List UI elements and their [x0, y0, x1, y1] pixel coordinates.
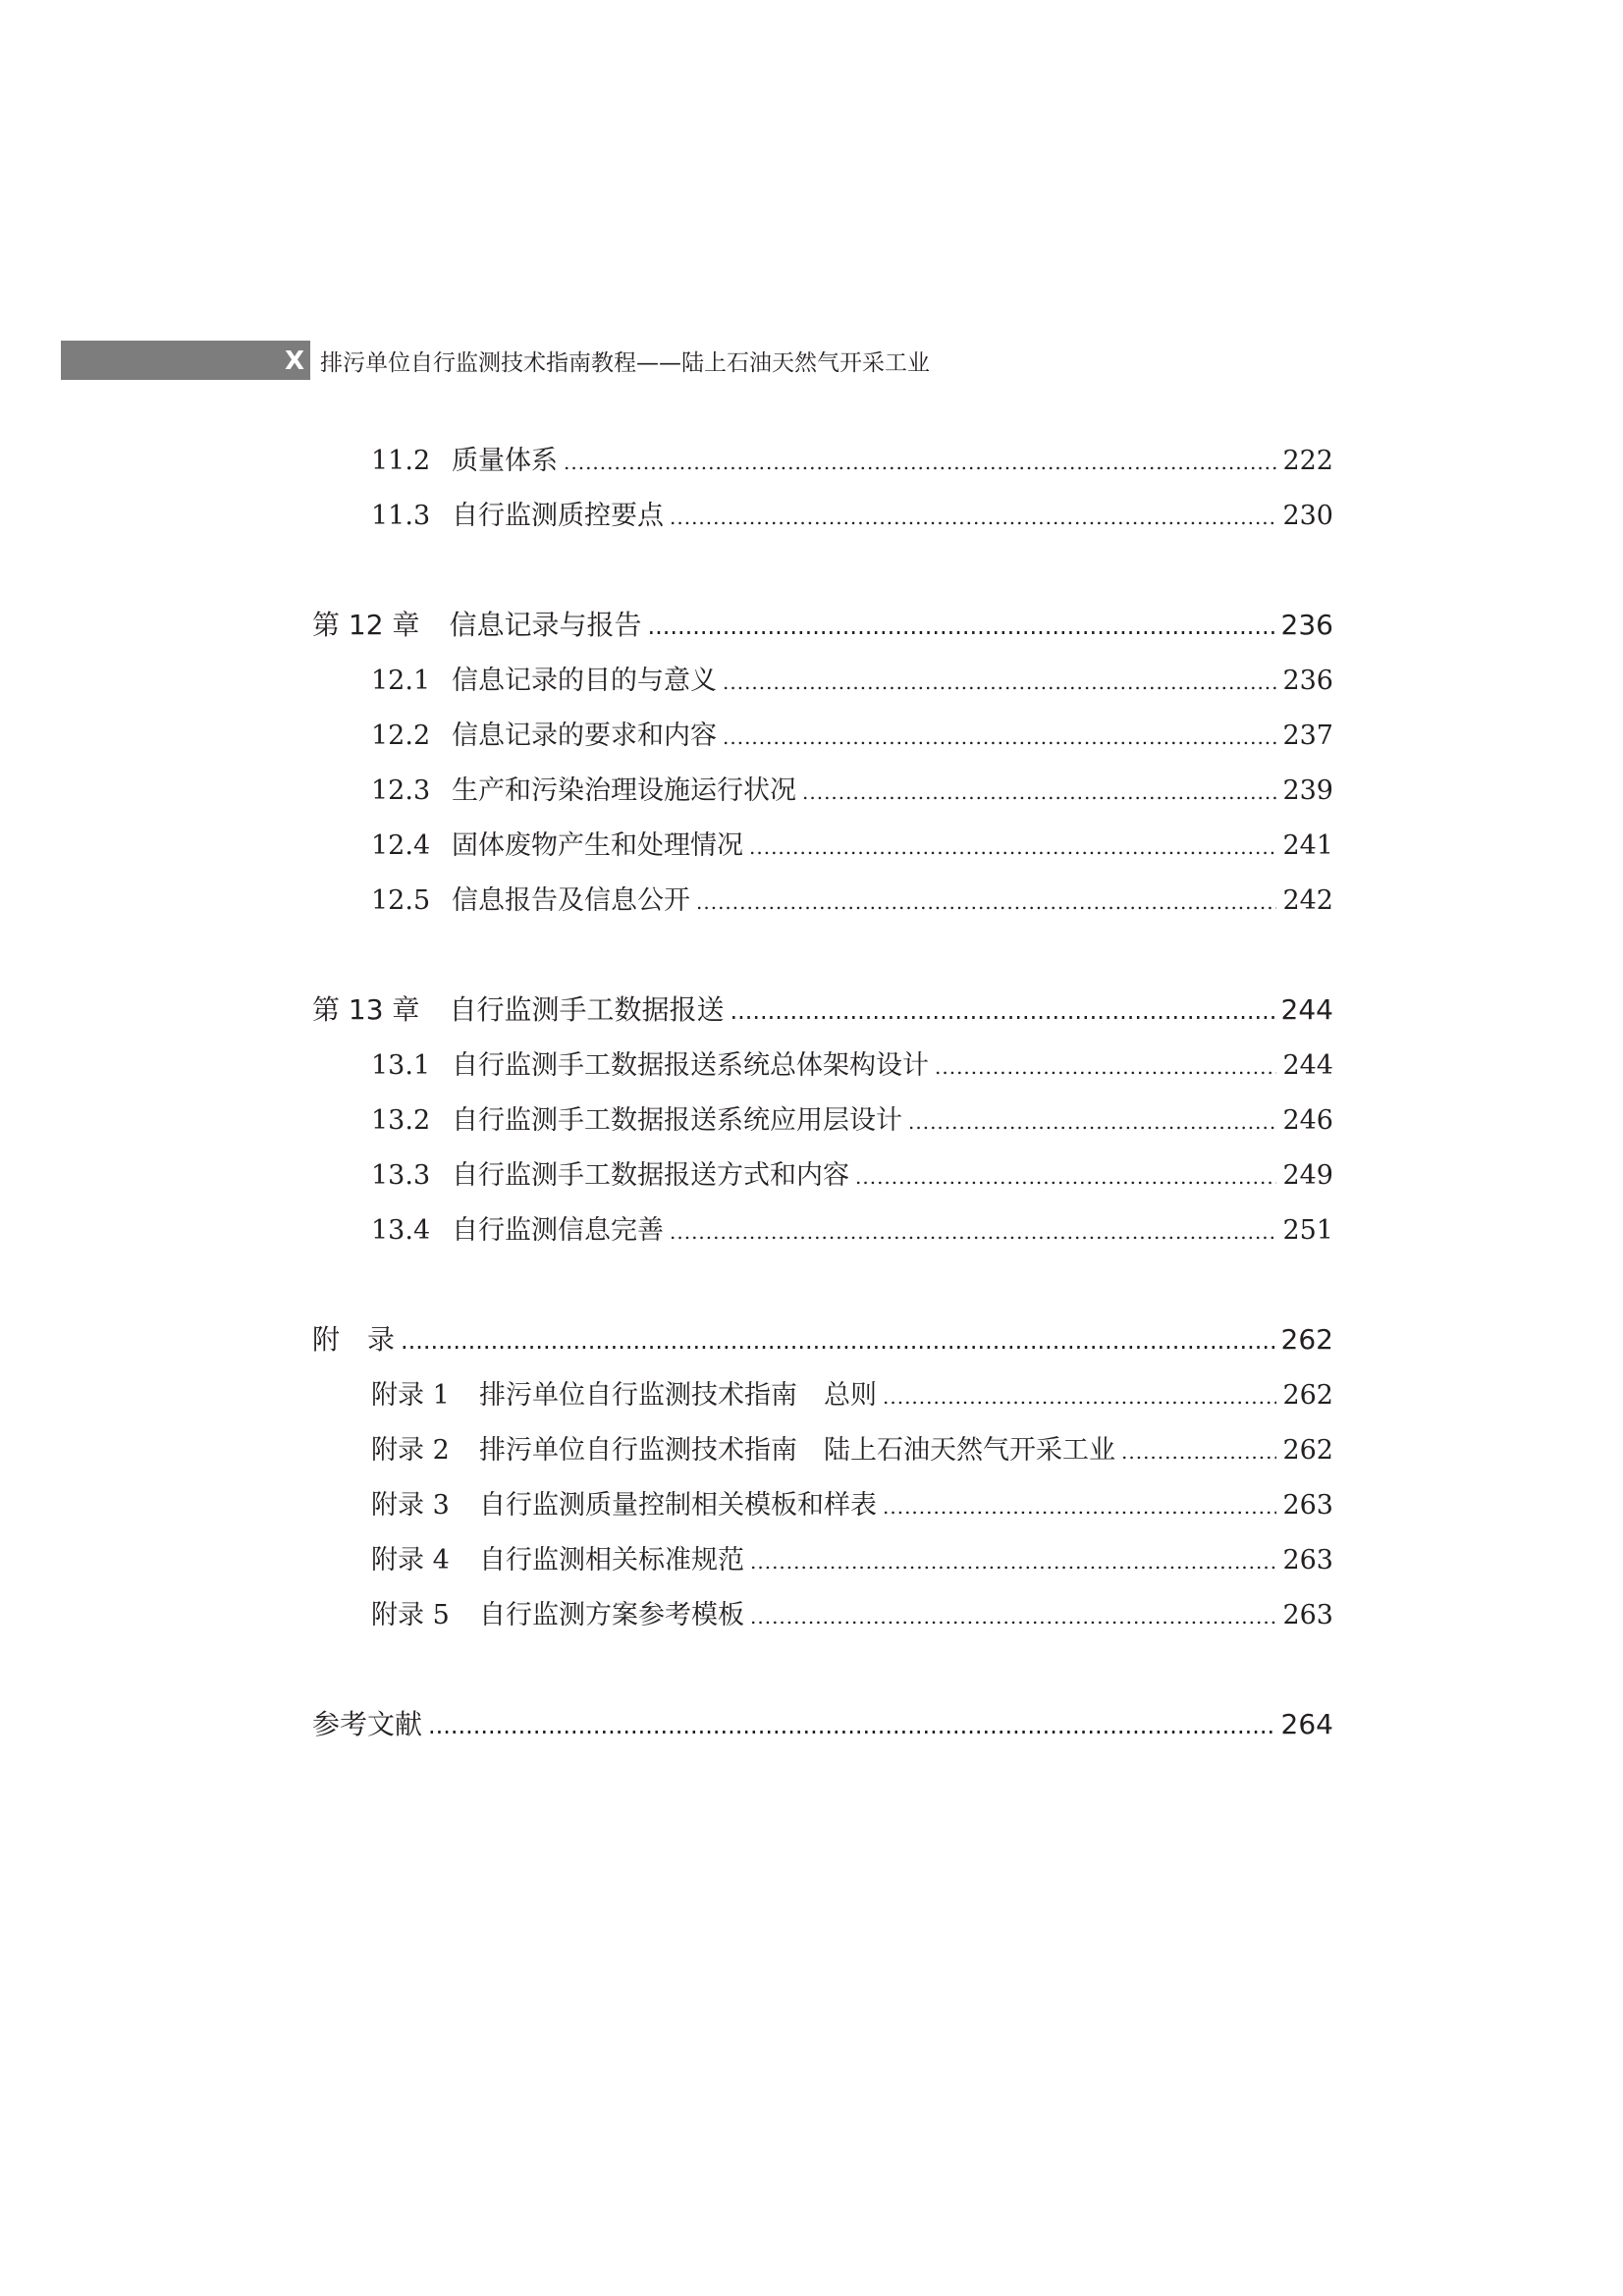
- toc-entry-12-2[interactable]: [312, 714, 1333, 769]
- section-title: 信息报告及信息公开: [452, 885, 690, 916]
- section-title: 信息记录的要求和内容: [452, 721, 717, 751]
- page-ref: 263: [1282, 1490, 1333, 1521]
- appendix-item-title: 自行监测方案参考模板: [479, 1600, 744, 1630]
- toc-entry-13-4[interactable]: [312, 1208, 1333, 1263]
- section-number: 12.2: [371, 721, 431, 751]
- appendix-item-title: 自行监测质量控制相关模板和样表: [479, 1490, 877, 1521]
- toc-entry-12-5[interactable]: [312, 879, 1333, 934]
- toc-entry-12-4[interactable]: [312, 824, 1333, 879]
- page-ref: 236: [1280, 609, 1333, 641]
- section-number: 12.1: [371, 666, 431, 696]
- dot-leader: [647, 613, 1274, 640]
- page-ref: 263: [1282, 1600, 1333, 1630]
- toc-entry-11-3[interactable]: [312, 494, 1333, 549]
- dot-leader: [883, 1385, 1276, 1409]
- section-number: 11.2: [371, 446, 431, 476]
- page-ref: 241: [1282, 830, 1333, 861]
- toc-appendix-1[interactable]: [312, 1373, 1333, 1428]
- chapter-title: 信息记录与报告: [449, 609, 642, 641]
- dot-leader: [401, 1327, 1275, 1355]
- page-ref: 264: [1280, 1708, 1333, 1740]
- page-ref: 263: [1282, 1545, 1333, 1575]
- dot-leader: [670, 506, 1276, 529]
- page-ref: 249: [1282, 1160, 1333, 1191]
- section-number: 12.3: [371, 775, 431, 806]
- toc-entry-12-3[interactable]: [312, 769, 1333, 824]
- dot-leader: [723, 725, 1276, 749]
- toc-entry-12-1[interactable]: [312, 659, 1333, 714]
- page-ref: 262: [1280, 1323, 1333, 1356]
- section-title: 生产和污染治理设施运行状况: [452, 775, 796, 806]
- section-title: 自行监测手工数据报送系统总体架构设计: [452, 1050, 929, 1081]
- section-title: 质量体系: [452, 446, 558, 476]
- dot-leader: [749, 835, 1276, 859]
- appendix-number: 附录 3: [371, 1490, 450, 1521]
- table-of-contents: [312, 439, 1333, 1758]
- chapter-number: 第 12 章: [312, 609, 420, 641]
- section-title: 固体废物产生和处理情况: [452, 830, 743, 861]
- appendix-item-title: 排污单位自行监测技术指南 陆上石油天然气开采工业: [479, 1435, 1115, 1466]
- page-ref: 262: [1282, 1380, 1333, 1411]
- appendix-item-title: 排污单位自行监测技术指南 总则: [479, 1380, 877, 1411]
- page-ref: 242: [1282, 885, 1333, 916]
- header-bar: [61, 341, 310, 380]
- running-header: [61, 341, 1043, 380]
- dot-leader: [723, 670, 1276, 694]
- toc-entry-11-2[interactable]: [312, 439, 1333, 494]
- toc-entry-13-2[interactable]: [312, 1098, 1333, 1153]
- section-number: 11.3: [371, 501, 431, 531]
- page-ref: 230: [1282, 501, 1333, 531]
- chapter-title: 自行监测手工数据报送: [449, 993, 725, 1026]
- toc-entry-13-3[interactable]: [312, 1153, 1333, 1208]
- book-title: 排污单位自行监测技术指南教程——陆上石油天然气开采工业: [320, 350, 930, 376]
- dot-leader: [883, 1495, 1276, 1519]
- appendix-number: 附录 5: [371, 1600, 450, 1630]
- section-number: 13.3: [371, 1160, 431, 1191]
- section-number: 13.2: [371, 1105, 431, 1136]
- dot-leader: [730, 997, 1274, 1025]
- dot-leader: [1121, 1440, 1276, 1464]
- toc-appendix-3[interactable]: [312, 1483, 1333, 1538]
- dot-leader: [802, 780, 1276, 804]
- page-number: X: [285, 347, 305, 376]
- toc-appendix-5[interactable]: [312, 1593, 1333, 1648]
- toc-appendix-4[interactable]: [312, 1538, 1333, 1593]
- dot-leader: [855, 1165, 1276, 1189]
- references-title: 参考文献: [312, 1708, 423, 1740]
- toc-appendix[interactable]: [312, 1318, 1333, 1373]
- dot-leader: [696, 890, 1276, 914]
- dot-leader: [428, 1712, 1275, 1739]
- toc-references[interactable]: [312, 1703, 1333, 1758]
- page-ref: 237: [1282, 721, 1333, 751]
- section-title: 自行监测手工数据报送系统应用层设计: [452, 1105, 902, 1136]
- dot-leader: [564, 451, 1276, 474]
- page-ref: 222: [1282, 446, 1333, 476]
- page-ref: 262: [1282, 1435, 1333, 1466]
- section-number: 13.1: [371, 1050, 431, 1081]
- toc-chapter-12[interactable]: [312, 604, 1333, 659]
- page-ref: 244: [1280, 993, 1333, 1026]
- dot-leader: [670, 1220, 1276, 1244]
- section-number: 12.5: [371, 885, 431, 916]
- page-ref: 251: [1282, 1215, 1333, 1246]
- section-number: 12.4: [371, 830, 431, 861]
- dot-leader: [750, 1605, 1276, 1629]
- page-ref: 236: [1282, 666, 1333, 696]
- chapter-number: 第 13 章: [312, 993, 420, 1026]
- appendix-title: 附 录: [312, 1323, 396, 1356]
- page-ref: 239: [1282, 775, 1333, 806]
- dot-leader: [935, 1055, 1276, 1079]
- toc-appendix-2[interactable]: [312, 1428, 1333, 1483]
- toc-entry-13-1[interactable]: [312, 1043, 1333, 1098]
- page-ref: 244: [1282, 1050, 1333, 1081]
- appendix-number: 附录 1: [371, 1380, 450, 1411]
- section-title: 自行监测信息完善: [452, 1215, 664, 1246]
- dot-leader: [750, 1550, 1276, 1574]
- page-ref: 246: [1282, 1105, 1333, 1136]
- section-title: 信息记录的目的与意义: [452, 666, 717, 696]
- section-title: 自行监测质控要点: [452, 501, 664, 531]
- appendix-item-title: 自行监测相关标准规范: [479, 1545, 744, 1575]
- section-title: 自行监测手工数据报送方式和内容: [452, 1160, 849, 1191]
- dot-leader: [908, 1110, 1276, 1134]
- appendix-number: 附录 4: [371, 1545, 450, 1575]
- section-number: 13.4: [371, 1215, 431, 1246]
- appendix-number: 附录 2: [371, 1435, 450, 1466]
- toc-chapter-13[interactable]: [312, 988, 1333, 1043]
